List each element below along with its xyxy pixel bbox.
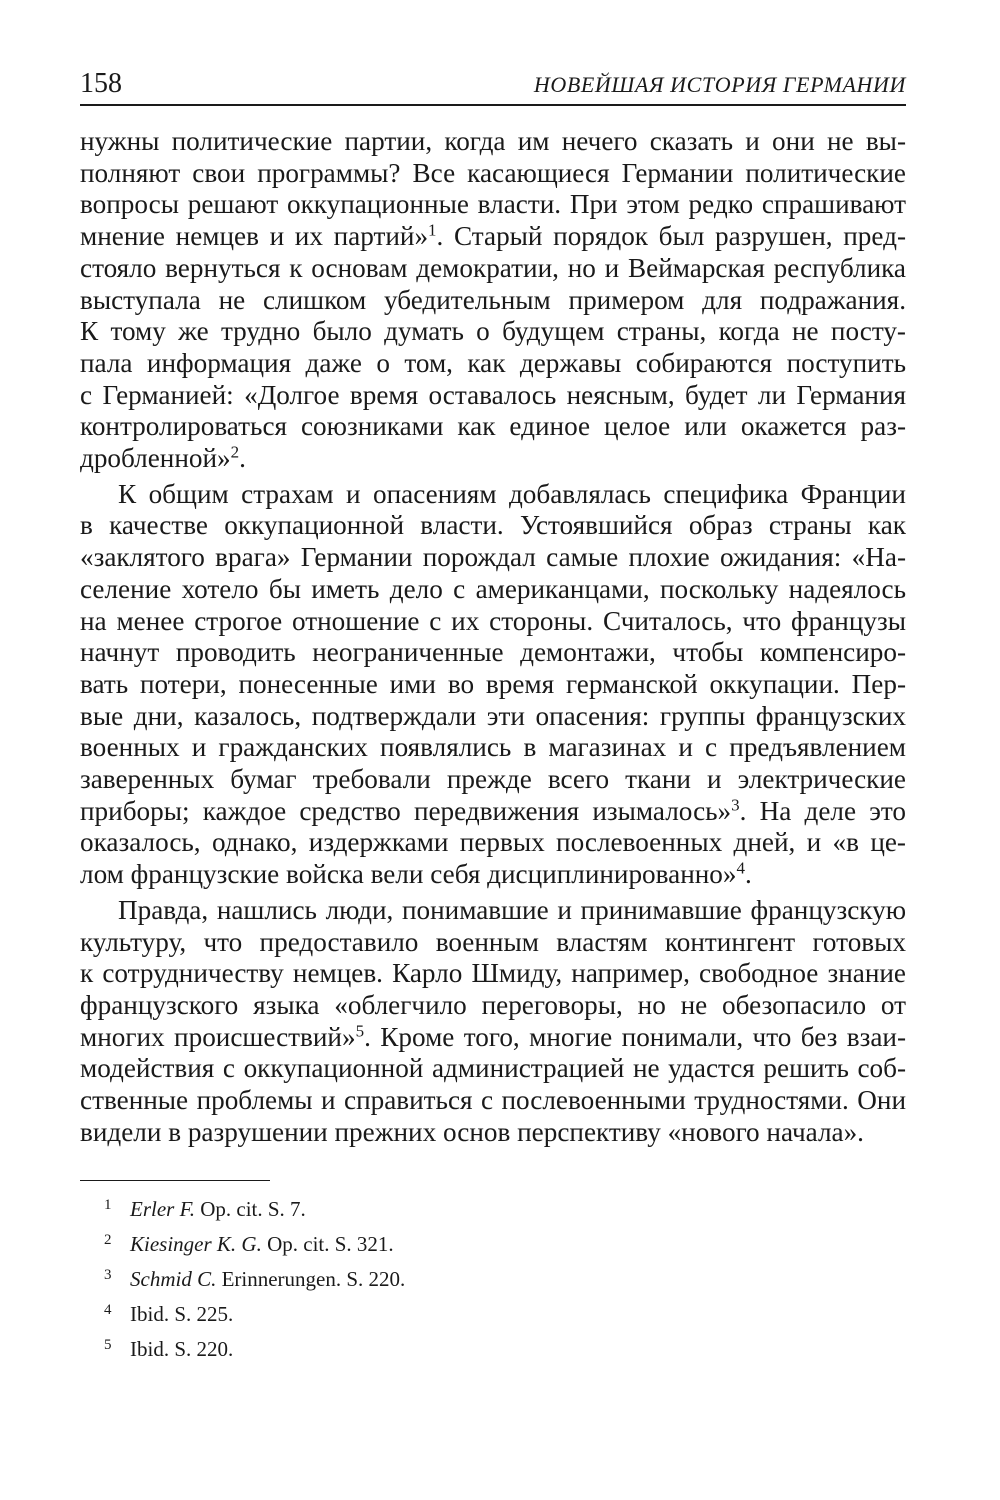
footnote-number: 1 [104, 1197, 112, 1213]
text-line: выступала не слишком убедительным примером для подражания. [80, 284, 906, 315]
footnote-ref: 2 [230, 442, 240, 462]
text-line: вопросы решают оккупационные власти. При этом редко спрашивают [80, 189, 906, 220]
footnote-number: 5 [104, 1337, 112, 1353]
footnote-author: Erler F. [130, 1197, 195, 1221]
footnote [104, 1188, 864, 1223]
body-text [80, 126, 906, 1153]
text-line: военных и гражданских появлялись в магазинах и с предъявлением [80, 732, 906, 763]
text-line: ственные проблемы и справиться с послевоенными трудностями. Они [80, 1085, 906, 1116]
footnotes [104, 1188, 864, 1363]
text-line: мнение немцев и их партий»$^1$. Старый порядок был разрушен, пред- [80, 220, 906, 252]
footnote-text: Op. cit. S. 7. [200, 1197, 306, 1221]
text-line: дробленной»$^2$. [80, 442, 246, 474]
paragraph [80, 895, 906, 1149]
text-line: полняют свои программы? Все касающиеся Германии политические [80, 157, 906, 188]
text-line: Правда, нашлись люди, понимавшие и принимавшие французскую [118, 894, 906, 925]
footnote-number: 4 [104, 1302, 112, 1318]
text-line: культуру, что предоставило военным властям контингент готовых [80, 926, 906, 957]
footnote [104, 1223, 864, 1258]
footnote-text: Ibid. S. 220. [130, 1337, 234, 1361]
text-line: к сотрудничеству немцев. Карло Шмиду, например, свободное знание [80, 958, 906, 989]
footnote-text: Erinnerungen. S. 220. [221, 1267, 406, 1291]
text-line: селение хотело бы иметь дело с американцами, поскольку надеялось [80, 573, 906, 604]
text-line: начнут проводить неограниченные демонтажи, чтобы компенсиро- [80, 637, 906, 668]
footnote-number: 2 [104, 1232, 112, 1248]
page-header [80, 64, 906, 106]
text-line: К тому же трудно было думать о будущем страны, когда не посту- [80, 316, 906, 347]
footnote-author: Schmid C. [130, 1267, 217, 1291]
text-line: вать потери, понесенные ими во время германской оккупации. Пер- [80, 668, 906, 699]
footnote-rule [80, 1180, 270, 1181]
text-line: многих происшествий»$^5$. Кроме того, многие понимали, что без взаи- [80, 1021, 906, 1052]
footnote-ref: 4 [736, 858, 745, 878]
footnote-ref: 5 [355, 1021, 365, 1041]
footnote-text: Op. cit. S. 321. [267, 1232, 394, 1256]
page-number: 158 [80, 68, 122, 99]
text-line: оказалось, однако, издержками первых послевоенных дней, и «в це- [80, 827, 906, 858]
text-line: заверенных бумаг требовали прежде всего ткани и электрические [80, 764, 906, 795]
text-line: лом французские войска вели себя дисциплинированно»$^4$. [80, 858, 752, 890]
text-line: К общим страхам и опасениям добавлялась специфика Франции [118, 478, 906, 509]
text-line: стояло вернуться к основам демократии, но и Веймарская республика [80, 252, 906, 283]
text-line: контролироваться союзниками как единое целое или окажется раз- [80, 411, 906, 442]
text-line: модействия с оккупационной администрацией не удастся решить соб- [80, 1053, 906, 1084]
text-line: с Германией: «Долгое время оставалось неясным, будет ли Германия [80, 379, 906, 410]
text-line: «заклятого врага» Германии порождал самые плохие ожидания: «На- [80, 542, 906, 573]
text-line: на менее строгое отношение с их стороны. Считалось, что французы [80, 605, 906, 636]
footnote-ref: 1 [428, 220, 437, 240]
running-title: НОВЕЙШАЯ ИСТОРИЯ ГЕРМАНИИ [533, 72, 906, 97]
footnote [104, 1328, 864, 1363]
text-line: нужны политические партии, когда им нечего сказать и они не вы- [80, 126, 906, 156]
paragraph [80, 479, 906, 891]
text-line: приборы; каждое средство передвижения изымалось»$^3$. На деле это [80, 795, 906, 826]
text-line: пала информация даже о том, как державы собираются поступить [80, 347, 906, 378]
footnote-text: Ibid. S. 225. [130, 1302, 234, 1326]
text-line: французского языка «облегчило переговоры, но не обезопасило от [80, 989, 906, 1020]
text-line: вые дни, казалось, подтверждали эти опасения: группы французских [80, 700, 906, 731]
footnote-ref: 3 [731, 795, 740, 815]
footnote-number: 3 [104, 1267, 112, 1283]
footnote [104, 1258, 864, 1293]
text-line: видели в разрушении прежних основ перспективу «нового начала». [80, 1116, 864, 1147]
paragraph [80, 126, 906, 475]
footnote-author: Kiesinger K. G. [130, 1232, 262, 1256]
footnote [104, 1293, 864, 1328]
text-line: в качестве оккупационной власти. Устоявшийся образ страны как [80, 510, 906, 541]
